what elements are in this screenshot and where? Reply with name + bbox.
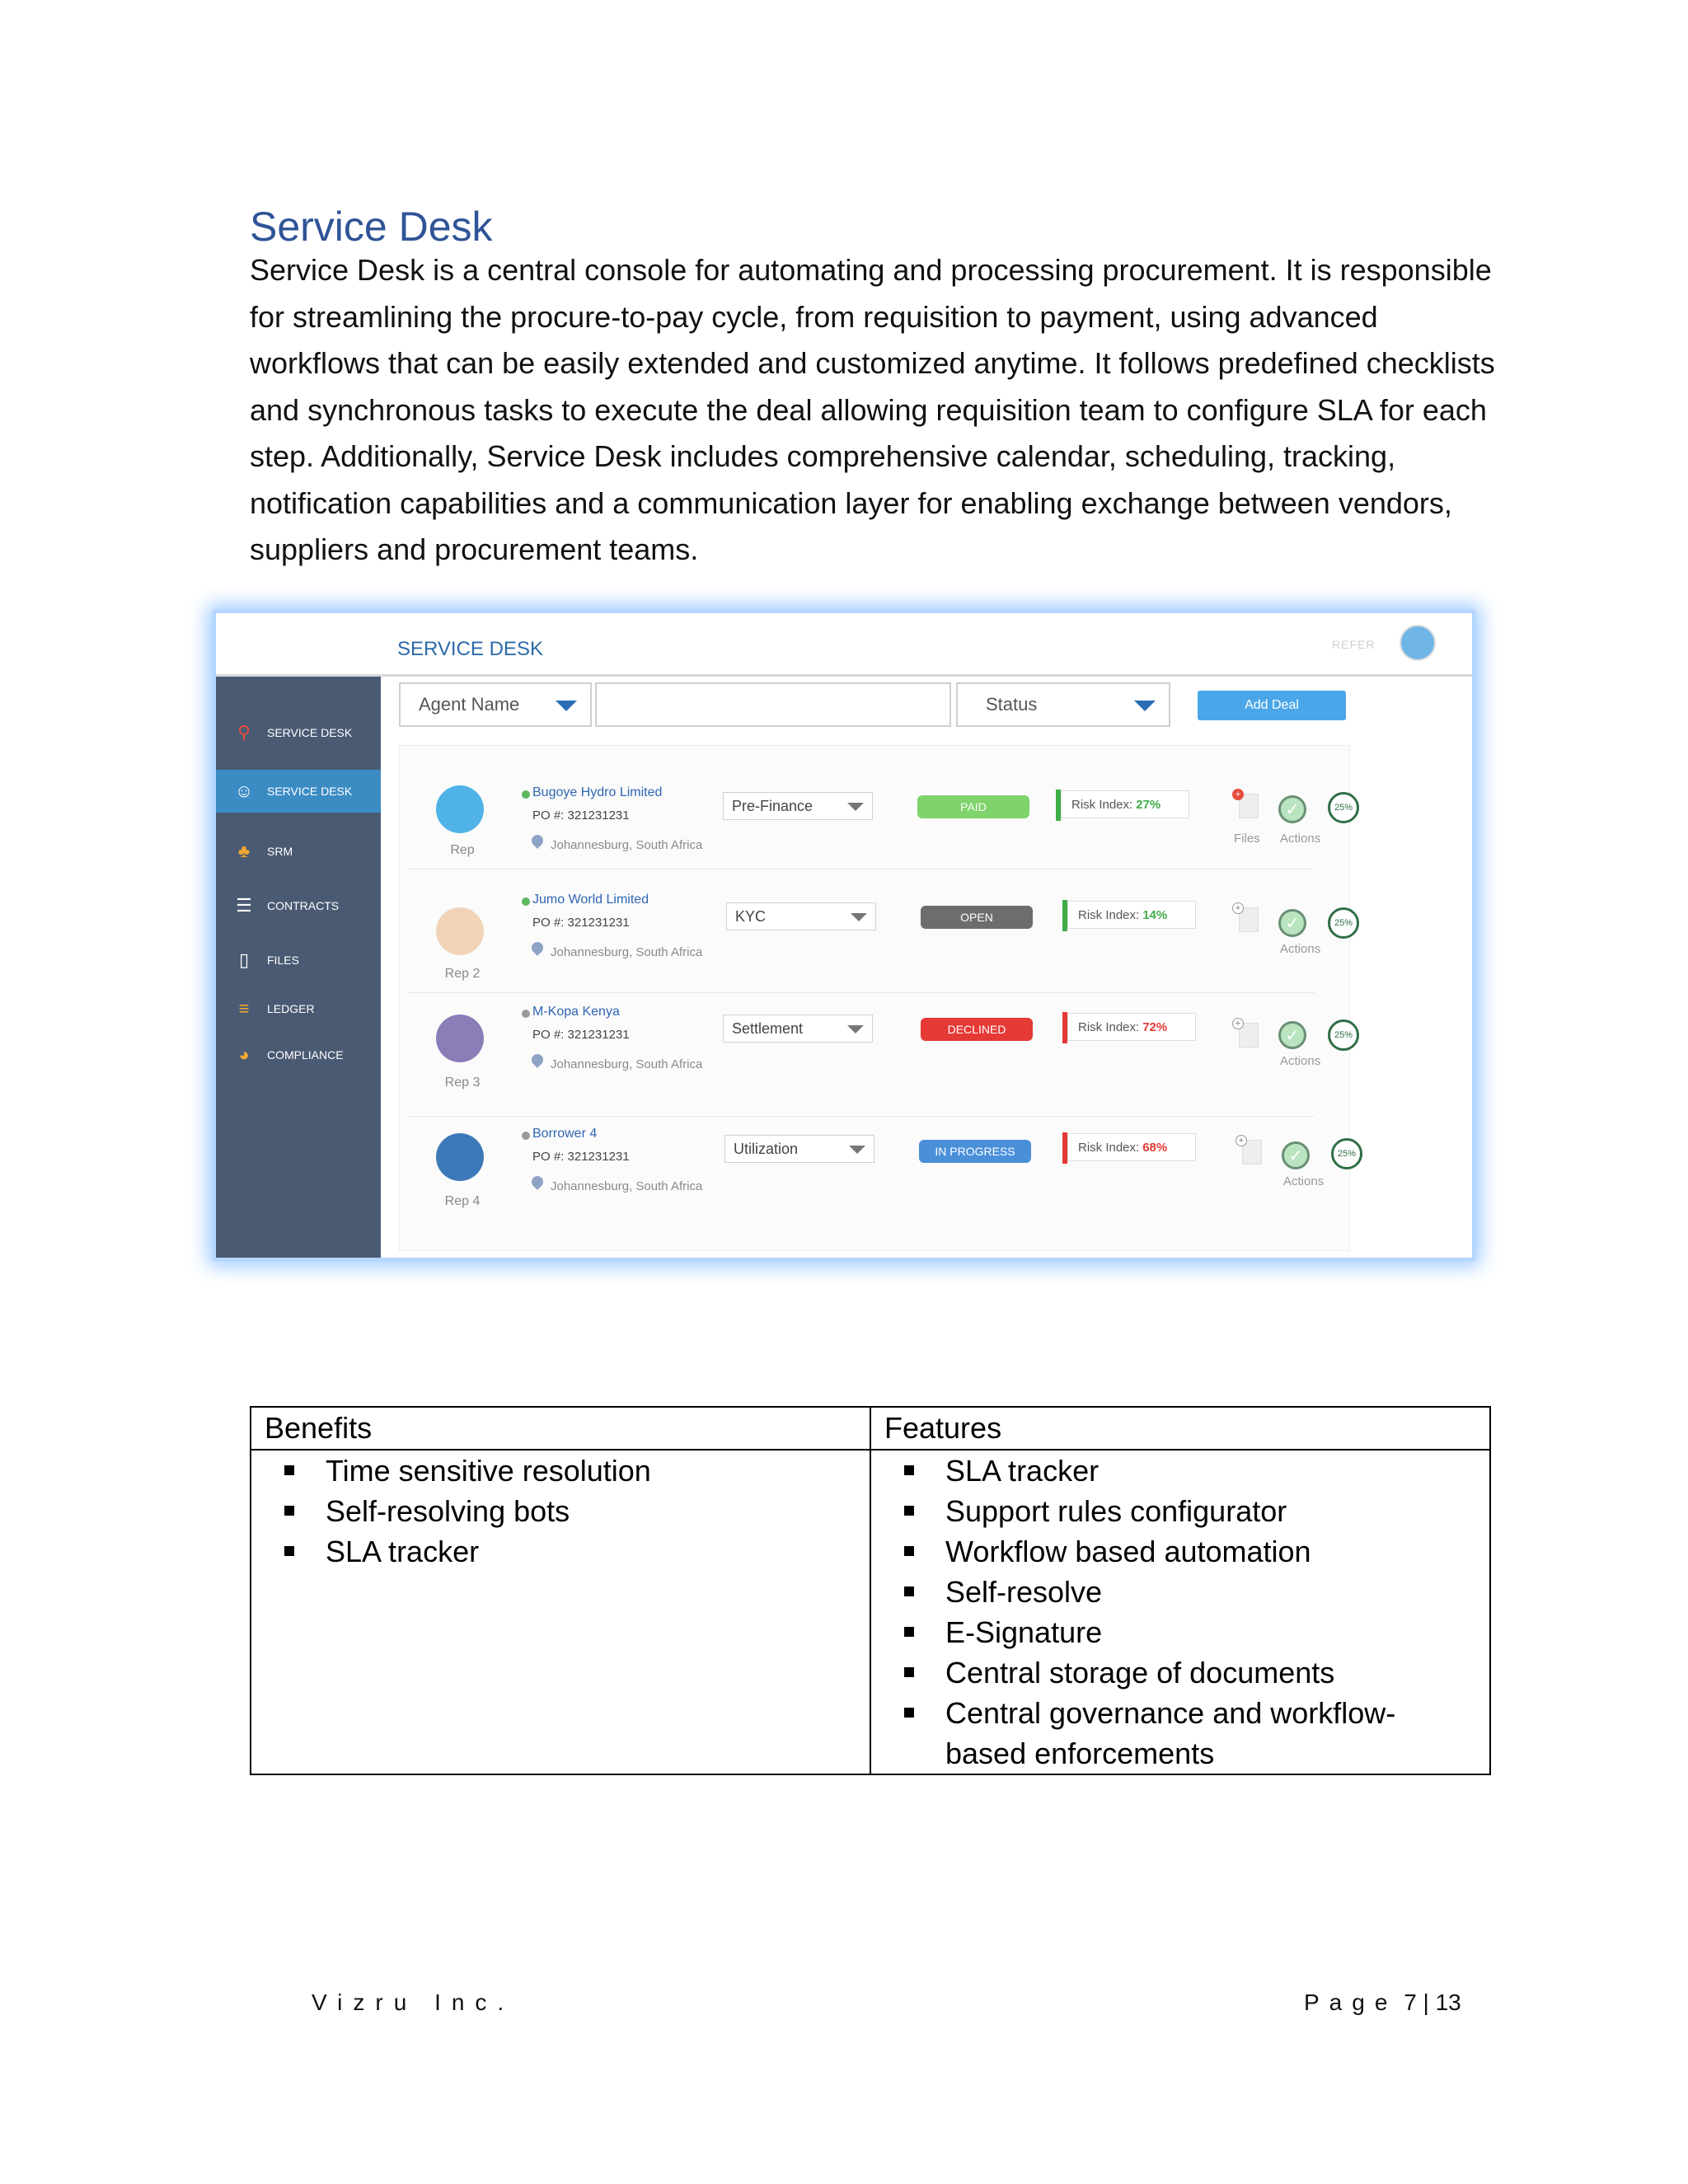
- progress-ring: 25%: [1328, 1019, 1359, 1051]
- location-pin-icon: [529, 1052, 546, 1068]
- check-icon[interactable]: ✓: [1278, 909, 1306, 937]
- status-badge: IN PROGRESS: [919, 1140, 1031, 1163]
- progress-ring: 25%: [1328, 907, 1359, 939]
- risk-bar: [1062, 1012, 1067, 1043]
- stage-select[interactable]: [723, 792, 873, 820]
- deal-row[interactable]: [400, 746, 1353, 869]
- add-deal-button[interactable]: Add Deal: [1198, 691, 1346, 720]
- intro-paragraph: Service Desk is a central console for automating and processing procurement. It is responsible for streamlining the procure-to-pay cycle, from requisition to payment, using advanced workflows that can be easily extended and customized anytime. It follows predefined checklists and synchronous tasks to execute the deal allowing requisition team to configure SLA for each step. Additionally, Service Desk includes comprehensive calendar, scheduling, tracking, notification capabilities and a communication layer for enabling exchange between vendors, suppliers and procurement teams.: [250, 253, 1495, 566]
- list-item: Workflow based automation: [896, 1531, 1481, 1572]
- table-row: [251, 1450, 1490, 1774]
- risk-index: [1067, 1133, 1196, 1161]
- risk-index: [1061, 790, 1189, 818]
- sidebar-item-label: SERVICE DESK: [267, 785, 353, 798]
- section-title: Service Desk: [250, 204, 493, 250]
- list-item: Self-resolving bots: [276, 1491, 861, 1531]
- status-dot: [522, 898, 530, 906]
- sidebar: [216, 677, 381, 1258]
- search-input[interactable]: [595, 682, 951, 727]
- risk-label: Risk Index:: [1078, 1140, 1140, 1155]
- page-divider: |: [1416, 1990, 1436, 2015]
- features-cell: [870, 1450, 1490, 1774]
- check-icon[interactable]: ✓: [1282, 1141, 1310, 1169]
- list-item: Time sensitive resolution: [276, 1451, 861, 1491]
- deal-row[interactable]: [400, 869, 1353, 993]
- status-badge: PAID: [917, 795, 1029, 818]
- list-item: E-Signature: [896, 1612, 1481, 1652]
- pie-icon: ◕: [238, 1044, 250, 1065]
- list-item: SLA tracker: [896, 1451, 1481, 1491]
- actions-label: Actions: [1280, 942, 1321, 956]
- rep-name: Rep 4: [444, 1194, 481, 1208]
- stage-value: KYC: [735, 907, 767, 925]
- chevron-down-icon: [849, 1146, 865, 1154]
- list-item: Central governance and workflow-based enforcements: [896, 1693, 1407, 1774]
- chevron-down-icon: [847, 1025, 864, 1033]
- location: Johannesburg, South Africa: [551, 838, 703, 852]
- status-select[interactable]: [956, 682, 1170, 727]
- sidebar-item-files[interactable]: [216, 939, 381, 982]
- stage-select[interactable]: [723, 1015, 873, 1043]
- rep-name: Rep 2: [444, 967, 481, 981]
- benefits-header: Benefits: [251, 1407, 870, 1450]
- deal-row[interactable]: [400, 993, 1353, 1117]
- app-title: SERVICE DESK: [397, 638, 543, 660]
- add-file-icon[interactable]: +: [1232, 902, 1244, 914]
- service-desk-screenshot: [216, 613, 1472, 1258]
- check-icon[interactable]: ✓: [1278, 795, 1306, 823]
- features-header: Features: [870, 1407, 1490, 1450]
- status-dot: [522, 1132, 530, 1140]
- sidebar-item-contracts[interactable]: [216, 884, 381, 927]
- deal-row[interactable]: [400, 1117, 1357, 1240]
- chevron-down-icon: [847, 803, 864, 811]
- deal-list: [399, 745, 1357, 1251]
- actions-label: Actions: [1283, 1174, 1325, 1188]
- status-dot: [522, 1010, 530, 1018]
- progress-ring: 25%: [1331, 1138, 1362, 1169]
- file-icon: ▯: [238, 949, 250, 970]
- rep-avatar: [436, 1133, 484, 1181]
- benefits-list: [276, 1451, 861, 1572]
- po-number: PO #: 321231231: [532, 1150, 630, 1164]
- page-label: Page: [1304, 1990, 1398, 2015]
- features-list: [896, 1451, 1481, 1774]
- add-file-icon[interactable]: +: [1232, 789, 1244, 800]
- company-name[interactable]: Borrower 4: [532, 1127, 598, 1141]
- sidebar-item-srm[interactable]: [216, 830, 381, 873]
- po-number: PO #: 321231231: [532, 808, 630, 823]
- risk-index: [1067, 901, 1196, 929]
- risk-label: Risk Index:: [1078, 1019, 1140, 1034]
- agent-icon: ☺: [234, 780, 254, 801]
- stage-value: Utilization: [734, 1140, 799, 1157]
- add-file-icon[interactable]: +: [1232, 1018, 1244, 1029]
- files-label: Files: [1234, 832, 1260, 846]
- sidebar-item-label: CONTRACTS: [267, 899, 340, 912]
- list-item: Support rules configurator: [896, 1491, 1481, 1531]
- user-avatar[interactable]: [1400, 625, 1436, 661]
- app-header: [216, 613, 1472, 677]
- company-name[interactable]: Bugoye Hydro Limited: [532, 785, 663, 799]
- risk-label: Risk Index:: [1071, 797, 1133, 812]
- list-item: Self-resolve: [896, 1572, 1481, 1612]
- list-item: Central storage of documents: [896, 1652, 1481, 1693]
- status-placeholder: Status: [986, 694, 1038, 715]
- sidebar-item-label: LEDGER: [267, 1002, 315, 1015]
- sidebar-item-label: COMPLIANCE: [267, 1048, 344, 1062]
- risk-bar: [1062, 1132, 1067, 1164]
- refer-link[interactable]: REFER: [1332, 638, 1376, 651]
- sidebar-item-label: SERVICE DESK: [267, 726, 353, 739]
- status-dot: [522, 790, 530, 799]
- rep-avatar: [436, 785, 484, 833]
- rep-avatar: [436, 907, 484, 955]
- sidebar-item-label: FILES: [267, 954, 299, 967]
- chevron-down-icon: [556, 701, 577, 711]
- sidebar-item-label: SRM: [267, 845, 293, 858]
- chevron-down-icon: [1134, 701, 1156, 711]
- stage-select[interactable]: [726, 902, 876, 930]
- benefits-cell: [251, 1450, 870, 1774]
- footer-page-number: [1304, 1990, 1461, 2016]
- page-total: 13: [1435, 1990, 1461, 2015]
- check-icon[interactable]: ✓: [1278, 1021, 1306, 1049]
- actions-label: Actions: [1280, 832, 1321, 846]
- org-chart-icon: ♣: [237, 841, 251, 861]
- company-name[interactable]: Jumo World Limited: [532, 893, 649, 907]
- list-item: SLA tracker: [276, 1531, 861, 1572]
- benefits-features-table: [250, 1406, 1491, 1775]
- po-number: PO #: 321231231: [532, 916, 630, 930]
- sidebar-item-service-desk[interactable]: [216, 770, 381, 813]
- ledger-icon: ≡: [238, 998, 250, 1019]
- sidebar-item-ledger[interactable]: [216, 987, 381, 1030]
- company-name[interactable]: M-Kopa Kenya: [532, 1005, 620, 1019]
- risk-value: 14%: [1142, 907, 1168, 922]
- status-badge: OPEN: [921, 906, 1033, 929]
- sidebar-item-service-desk-home[interactable]: [216, 711, 381, 754]
- risk-value: 72%: [1142, 1019, 1168, 1034]
- rep-name: Rep: [450, 843, 475, 857]
- page-current: 7: [1404, 1990, 1417, 2015]
- rep-name: Rep 3: [444, 1076, 481, 1090]
- stage-value: Pre-Finance: [732, 797, 814, 814]
- stage-select[interactable]: [724, 1135, 874, 1163]
- po-number: PO #: 321231231: [532, 1028, 630, 1042]
- location-pin-icon: [529, 940, 546, 956]
- agent-name-select[interactable]: [399, 682, 592, 727]
- location-pin-icon: [529, 832, 546, 849]
- location: Johannesburg, South Africa: [551, 1179, 703, 1193]
- risk-index: [1067, 1013, 1196, 1041]
- actions-label: Actions: [1280, 1054, 1321, 1068]
- stage-value: Settlement: [732, 1019, 804, 1037]
- location: Johannesburg, South Africa: [551, 1057, 703, 1071]
- add-file-icon[interactable]: +: [1236, 1135, 1247, 1146]
- agent-name-placeholder: Agent Name: [419, 694, 520, 715]
- risk-bar: [1056, 790, 1061, 821]
- risk-value: 27%: [1136, 797, 1161, 812]
- sidebar-item-compliance[interactable]: [216, 1033, 381, 1076]
- table-header-row: [251, 1407, 1490, 1450]
- list-icon: ☰: [236, 895, 252, 916]
- risk-bar: [1062, 900, 1067, 931]
- footer-company: Vizru Inc.: [312, 1990, 515, 2015]
- risk-value: 68%: [1142, 1140, 1168, 1155]
- map-pin-icon: ⚲: [237, 722, 251, 743]
- location-pin-icon: [529, 1174, 546, 1190]
- chevron-down-icon: [851, 913, 867, 921]
- rep-avatar: [436, 1015, 484, 1062]
- location: Johannesburg, South Africa: [551, 945, 703, 959]
- status-badge: DECLINED: [921, 1018, 1033, 1041]
- progress-ring: 25%: [1328, 792, 1359, 823]
- risk-label: Risk Index:: [1078, 907, 1140, 922]
